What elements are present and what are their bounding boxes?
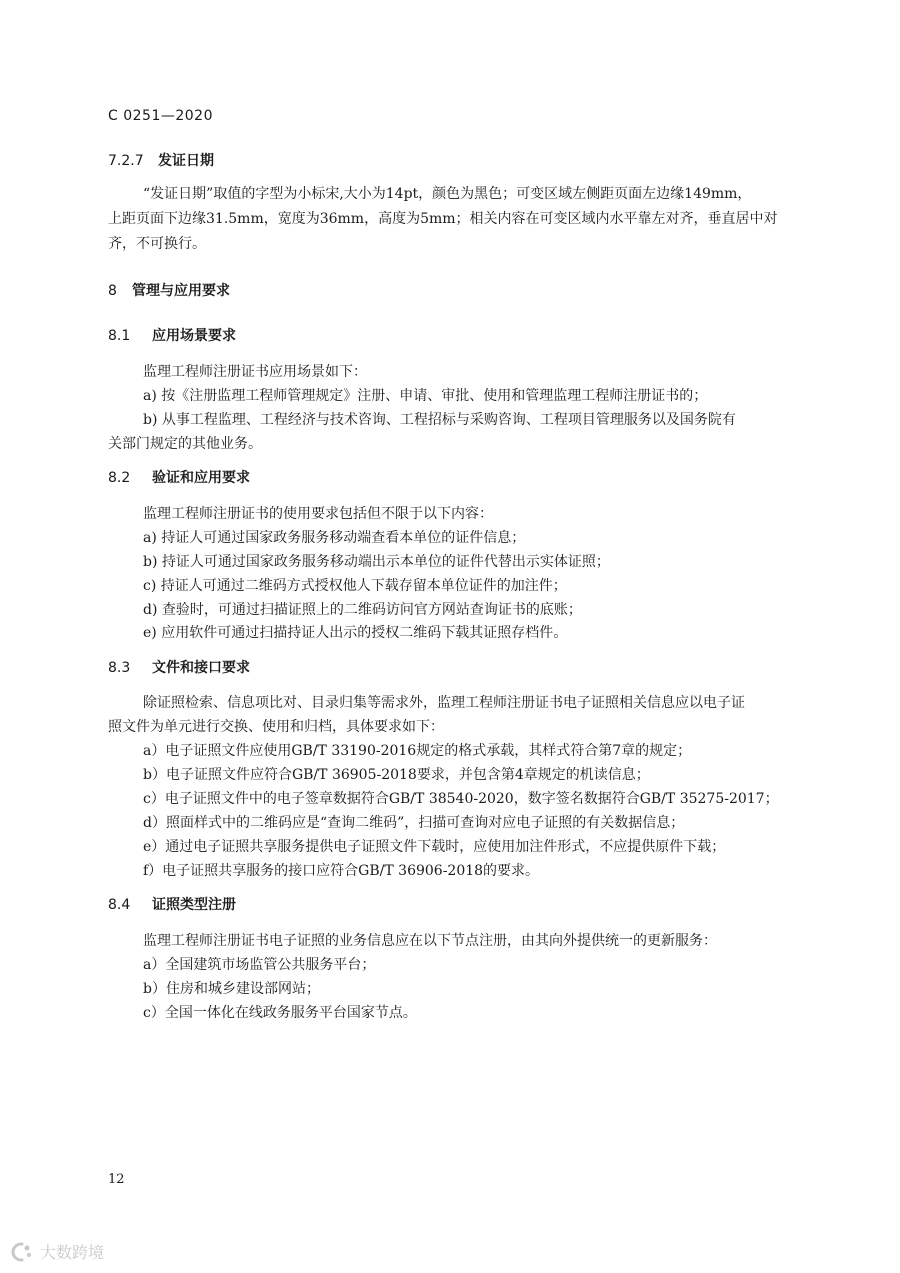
list-item-continuation: 关部门规定的其他业务。 [108, 436, 262, 452]
heading-8 [108, 280, 230, 300]
heading-8-3 [108, 657, 250, 677]
section-title: 文件和接口要求 [152, 660, 250, 676]
page-number: 12 [108, 1172, 125, 1187]
list-item: d）照面样式中的二维码应是“查询二维码”，扫描可查询对应电子证照的有关数据信息； [143, 815, 685, 831]
paragraph-line: 监理工程师注册证书应用场景如下： [143, 364, 367, 380]
list-item: c) 持证人可通过二维码方式授权他人下载存留本单位证件的加注件； [143, 578, 567, 594]
paragraph-line: 齐，不可换行。 [108, 236, 206, 252]
heading-8-1 [108, 325, 236, 345]
list-item: a) 持证人可通过国家政务服务移动端查看本单位的证件信息； [143, 530, 526, 546]
list-item: b）住房和城乡建设部网站； [143, 981, 320, 997]
list-item: a) 按《注册监理工程师管理规定》注册、申请、审批、使用和管理监理工程师注册证书的； [143, 388, 708, 404]
section-number: 8.1 [108, 328, 131, 344]
paragraph-line: 照文件为单元进行交换、使用和归档，具体要求如下： [108, 719, 444, 735]
section-title: 管理与应用要求 [132, 283, 230, 299]
list-item: a）全国建筑市场监管公共服务平台； [143, 957, 376, 973]
list-item: b) 持证人可通过国家政务服务移动端出示本单位的证件代替出示实体证照； [143, 554, 610, 570]
heading-7-2-7 [108, 150, 214, 170]
list-item: f）电子证照共享服务的接口应符合GB/T 36906-2018的要求。 [143, 863, 540, 879]
section-title: 证照类型注册 [152, 897, 236, 913]
heading-8-4 [108, 894, 236, 914]
paragraph-line: 监理工程师注册证书电子证照的业务信息应在以下节点注册，由其向外提供统一的更新服务： [143, 933, 717, 949]
list-item: e) 应用软件可通过扫描持证人出示的授权二维码下载其证照存档件。 [143, 625, 568, 641]
section-title: 验证和应用要求 [152, 470, 250, 486]
list-item: e）通过电子证照共享服务提供电子证照文件下载时，应使用加注件形式，不应提供原件下载； [143, 839, 726, 855]
paragraph-line: 上距页面下边缘31.5mm，宽度为36mm，高度为5mm；相关内容在可变区域内水平靠左对齐，垂直居中对 [108, 211, 778, 227]
list-item: d) 查验时，可通过扫描证照上的二维码访问官方网站查询证书的底账； [143, 602, 582, 618]
section-number: 8.2 [108, 470, 131, 486]
paragraph-line: 除证照检索、信息项比对、目录归集等需求外，监理工程师注册证书电子证照相关信息应以电子证 [143, 695, 745, 711]
section-title: 发证日期 [158, 153, 214, 169]
list-item: c）电子证照文件中的电子签章数据符合GB/T 38540-2020，数字签名数据符合GB/T 35275-2017； [143, 791, 779, 807]
watermark [10, 1240, 104, 1263]
section-number: 8.4 [108, 897, 131, 913]
paragraph-line: 监理工程师注册证书的使用要求包括但不限于以下内容： [143, 506, 493, 522]
list-item: b）电子证照文件应符合GB/T 36905-2018要求，并包含第4章规定的机读信息； [143, 767, 650, 783]
heading-8-2 [108, 467, 250, 487]
logo-icon [10, 1241, 34, 1263]
section-number: 8 [108, 283, 117, 299]
section-number: 7.2.7 [108, 153, 144, 169]
list-item: a）电子证照文件应使用GB/T 33190-2016规定的格式承载，其样式符合第7章的规定； [143, 743, 692, 759]
section-title: 应用场景要求 [152, 328, 236, 344]
document-code: C 0251—2020 [108, 108, 213, 124]
paragraph-line: “发证日期”取值的字型为小标宋,大小为14pt，颜色为黑色；可变区域左侧距页面左边缘149mm， [143, 186, 752, 202]
section-number: 8.3 [108, 660, 131, 676]
list-item: c）全国一体化在线政务服务平台国家节点。 [143, 1005, 417, 1021]
list-item: b) 从事工程监理、工程经济与技术咨询、工程招标与采购咨询、工程项目管理服务以及国务院有 [143, 412, 736, 428]
watermark-text: 大数跨境 [40, 1243, 105, 1262]
